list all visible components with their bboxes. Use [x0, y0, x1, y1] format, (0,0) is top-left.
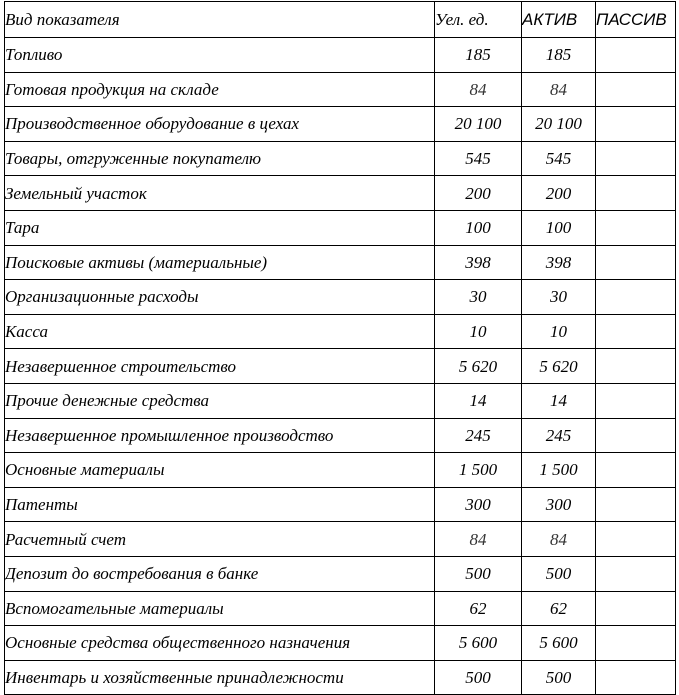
row-active-cell: 62 [522, 591, 596, 626]
row-active-cell: 300 [522, 487, 596, 522]
row-passive-cell [596, 210, 676, 245]
row-name-cell: Земельный участок [5, 176, 435, 211]
row-units-cell: 245 [435, 418, 522, 453]
row-name-cell: Касса [5, 314, 435, 349]
header-passive: ПАССИВ [596, 2, 676, 38]
row-active-cell: 185 [522, 38, 596, 73]
table-row [5, 522, 676, 557]
row-name-cell: Готовая продукция на складе [5, 72, 435, 107]
row-name-cell: Товары, отгруженные покупателю [5, 141, 435, 176]
row-active-cell: 500 [522, 660, 596, 695]
row-units-cell: 200 [435, 176, 522, 211]
row-units-cell: 20 100 [435, 107, 522, 142]
row-passive-cell [596, 38, 676, 73]
table-row [5, 314, 676, 349]
row-active-cell: 20 100 [522, 107, 596, 142]
table-row [5, 626, 676, 661]
row-passive-cell [596, 522, 676, 557]
row-active-cell: 500 [522, 556, 596, 591]
row-name-cell: Топливо [5, 38, 435, 73]
row-name-cell: Незавершенное промышленное производство [5, 418, 435, 453]
row-passive-cell [596, 107, 676, 142]
row-active-cell: 1 500 [522, 453, 596, 488]
table-row [5, 210, 676, 245]
row-name-cell: Тара [5, 210, 435, 245]
row-units-cell: 62 [435, 591, 522, 626]
row-active-cell: 398 [522, 245, 596, 280]
row-units-cell: 100 [435, 210, 522, 245]
table-row [5, 487, 676, 522]
row-passive-cell [596, 72, 676, 107]
table-row [5, 349, 676, 384]
row-passive-cell [596, 556, 676, 591]
row-units-cell: 84 [435, 72, 522, 107]
row-units-cell: 185 [435, 38, 522, 73]
row-active-cell: 10 [522, 314, 596, 349]
row-name-cell: Депозит до востребования в банке [5, 556, 435, 591]
row-active-cell: 245 [522, 418, 596, 453]
row-passive-cell [596, 176, 676, 211]
row-units-cell: 545 [435, 141, 522, 176]
table-row [5, 383, 676, 418]
row-passive-cell [596, 418, 676, 453]
row-passive-cell [596, 280, 676, 315]
row-active-cell: 5 620 [522, 349, 596, 384]
row-passive-cell [596, 591, 676, 626]
row-passive-cell [596, 660, 676, 695]
table-row [5, 107, 676, 142]
row-units-cell: 300 [435, 487, 522, 522]
row-passive-cell [596, 453, 676, 488]
row-name-cell: Расчетный счет [5, 522, 435, 557]
row-units-cell: 5 620 [435, 349, 522, 384]
row-name-cell: Вспомогательные материалы [5, 591, 435, 626]
table-row [5, 176, 676, 211]
table-row [5, 556, 676, 591]
row-passive-cell [596, 141, 676, 176]
table-row [5, 141, 676, 176]
table-row [5, 280, 676, 315]
table-row [5, 72, 676, 107]
row-units-cell: 1 500 [435, 453, 522, 488]
row-active-cell: 5 600 [522, 626, 596, 661]
row-units-cell: 10 [435, 314, 522, 349]
row-name-cell: Поисковые активы (материальные) [5, 245, 435, 280]
table-row [5, 245, 676, 280]
row-name-cell: Производственное оборудование в цехах [5, 107, 435, 142]
row-active-cell: 100 [522, 210, 596, 245]
row-name-cell: Основные средства общественного назначения [5, 626, 435, 661]
row-units-cell: 500 [435, 660, 522, 695]
header-indicator: Вид показателя [5, 2, 435, 38]
table-row [5, 38, 676, 73]
balance-table [4, 1, 676, 695]
header-active: АКТИВ [522, 2, 596, 38]
row-active-cell: 84 [522, 72, 596, 107]
row-passive-cell [596, 314, 676, 349]
row-name-cell: Инвентарь и хозяйственные принадлежности [5, 660, 435, 695]
row-name-cell: Организационные расходы [5, 280, 435, 315]
table-row [5, 453, 676, 488]
row-passive-cell [596, 487, 676, 522]
header-row [5, 2, 676, 38]
row-active-cell: 30 [522, 280, 596, 315]
row-units-cell: 398 [435, 245, 522, 280]
row-name-cell: Основные материалы [5, 453, 435, 488]
header-units: Уел. ед. [435, 2, 522, 38]
row-units-cell: 30 [435, 280, 522, 315]
row-passive-cell [596, 626, 676, 661]
row-units-cell: 5 600 [435, 626, 522, 661]
table-row [5, 591, 676, 626]
row-units-cell: 14 [435, 383, 522, 418]
row-active-cell: 84 [522, 522, 596, 557]
row-name-cell: Патенты [5, 487, 435, 522]
row-name-cell: Незавершенное строительство [5, 349, 435, 384]
row-units-cell: 84 [435, 522, 522, 557]
row-passive-cell [596, 245, 676, 280]
row-passive-cell [596, 383, 676, 418]
row-active-cell: 545 [522, 141, 596, 176]
row-active-cell: 200 [522, 176, 596, 211]
row-active-cell: 14 [522, 383, 596, 418]
table-row [5, 660, 676, 695]
table-row [5, 418, 676, 453]
row-units-cell: 500 [435, 556, 522, 591]
row-passive-cell [596, 349, 676, 384]
row-name-cell: Прочие денежные средства [5, 383, 435, 418]
